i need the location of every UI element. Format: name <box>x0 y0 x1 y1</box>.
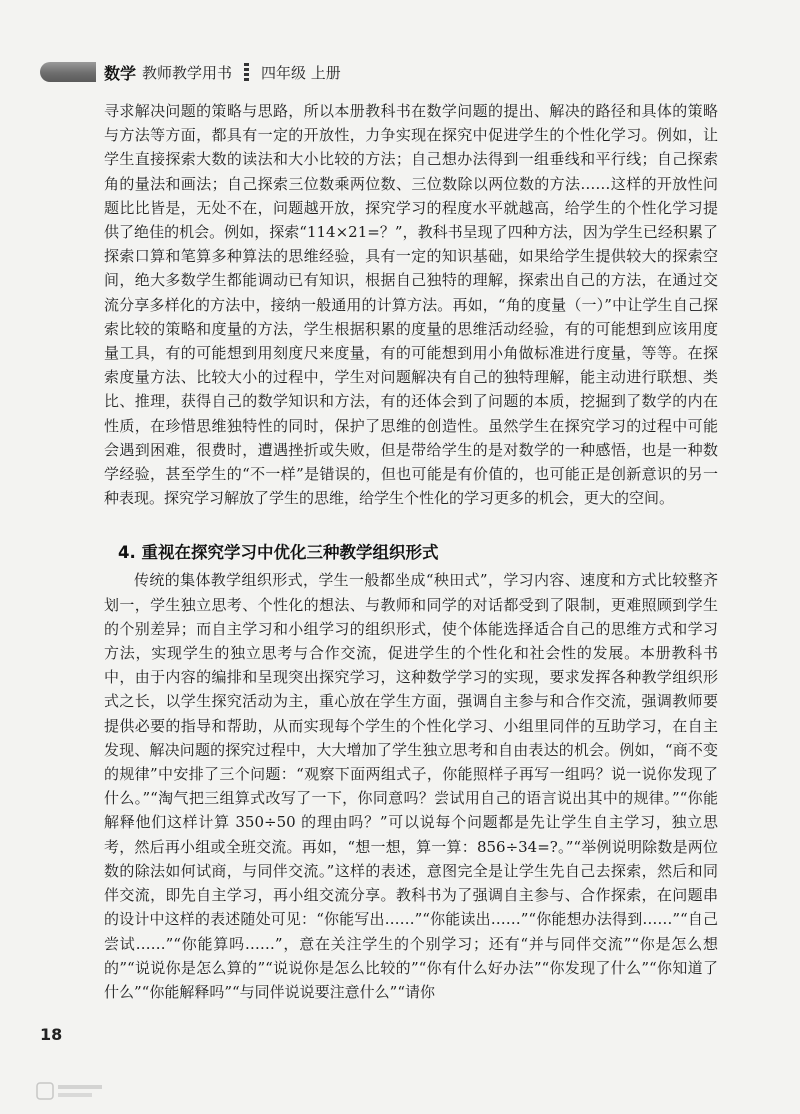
running-header <box>104 60 341 84</box>
body-paragraph-1: 寻求解决问题的策略与思路，所以本册教科书在数学问题的提出、解决的路径和具体的策略与方法等方面，都具有一定的开放性，力争实现在探究中促进学生的个性化学习。例如，让学生直接探索大数的读法和大小比较的方法；自己想办法得到一组垂线和平行线；自己探索角的量法和画法；自己探索三位数乘两位数、三位数除以两位数的方法……这样的开放性问题比比皆是，无处不在，问题越开放，探究学习的程度水平就越高，给学生的个性化学习提供了绝佳的机会。例如，探索“114×21=？”，教科书呈现了四种方法，因为学生已经积累了探索口算和笔算多种算法的思维经验，具有一定的知识基础，如果给学生提供较大的探索空间，绝大多数学生都能调动已有知识，根据自己独特的理解，探索出自己的方法，在通过交流分享多样化的方法中，接纳一般通用的计算方法。再如，“角的度量（一）”中让学生自己探索比较的策略和度量的方法，学生根据积累的度量的思维活动经验，有的可能想到应该用度量工具，有的可能想到用刻度尺来度量，有的可能想到用小角做标准进行度量，等等。在探索度量方法、比较大小的过程中，学生对问题解决有自己的独特理解，能主动进行联想、类比、推理，获得自己的数学知识和方法，有的还体会到了问题的本质，挖掘到了数学的内在性质，在珍惜思维独特性的同时，保护了思维的创造性。虽然学生在探究学习的过程中可能会遇到困难，很费时，遭遇挫折或失败，但是带给学生的是对数学的一种感悟，也是一种数学经验，甚至学生的“不一样”是错误的，但也可能是有价值的，也可能正是创新意识的另一种表现。探究学习解放了学生的思维，给学生个性化的学习更多的机会，更大的空间。 <box>104 102 718 508</box>
page-number: 18 <box>40 1025 63 1044</box>
header-grade: 四年级 上册 <box>261 63 341 82</box>
header-tab-decoration <box>40 62 96 82</box>
section-heading: 4. 重视在探究学习中优化三种教学组织形式 <box>118 543 439 563</box>
header-separator <box>244 63 249 81</box>
body-paragraph-2: 传统的集体教学组织形式，学生一般都坐成“秧田式”，学习内容、速度和方式比较整齐划一，学生独立思考、个性化的想法、与教师和同学的对话都受到了限制，更难照顾到学生的个别差异；而自主学习和小组学习的组织形式，使个体能选择适合自己的思维方式和学习方法，实现学生的独立思考与合作交流，促进学生的个性化和社会性的发展。本册教科书中，由于内容的编排和呈现突出探究学习，这种数学学习的实现，要求发挥各种教学组织形式之长，以学生探究活动为主，重心放在学生方面，强调自主参与和合作交流，强调教师要提供必要的指导和帮助，从而实现每个学生的个性化学习、小组里同伴的互助学习，在自主发现、解决问题的探究过程中，大大增加了学生独立思考和自由表达的机会。例如，“商不变的规律”中安排了三个问题：“观察下面两组式子，你能照样子再写一组吗？说一说你发现了什么。”“淘气把三组算式改写了一下，你同意吗？尝试用自己的语言说出其中的规律。”“你能解释他们这样计算 350÷50 的理由吗？”可以说每个问题都是先让学生自主学习，独立思考，然后再小组或全班交流。再如，“想一想，算一算：856÷34=?。”“举例说明除数是两位数的除法如何试商，与同伴交流。”这样的表述，意图完全是让学生先自己去探索，然后和同伴交流，即先自主学习，再小组交流分享。教科书为了强调自主参与、合作探索，在问题串的设计中这样的表述随处可见：“你能写出……”“你能读出……”“你能想办法得到……”“自己尝试……”“你能算吗……”，意在关注学生的个别学习；还有“并与同伴交流”“你是怎么想的”“说说你是怎么算的”“说说你是怎么比较的”“你有什么好办法”“你发现了什么”“你知道了什么”“你能解释吗”“与同伴说说要注意什么”“请你 <box>104 571 718 1001</box>
header-subject: 数学 <box>104 63 137 83</box>
header-book-title: 教师教学用书 <box>142 63 233 82</box>
page-body <box>104 99 718 1004</box>
watermark-logo-icon <box>36 1078 106 1104</box>
